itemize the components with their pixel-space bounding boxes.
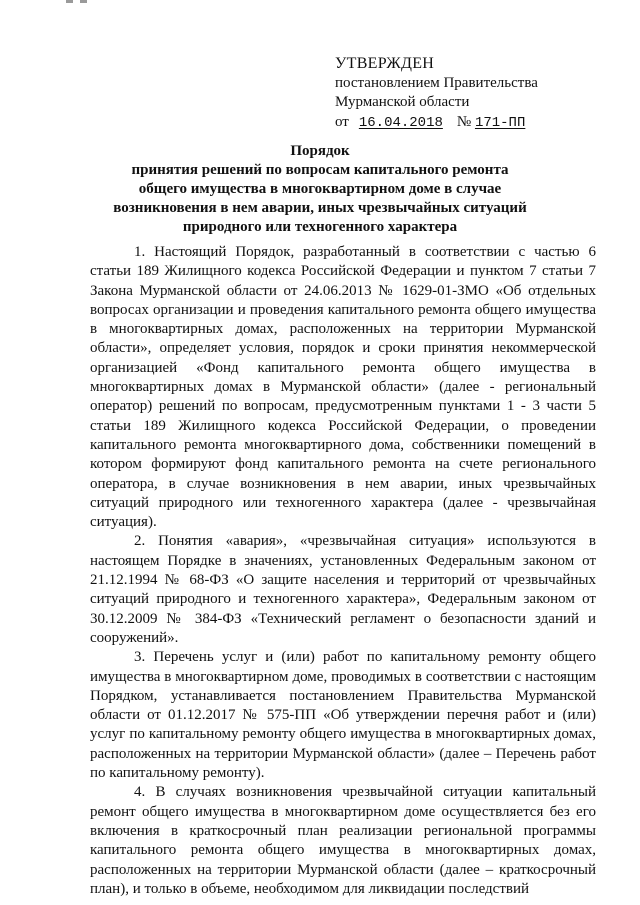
date-prefix: от [335,113,349,130]
paragraph-2: 2. Понятия «авария», «чрезвычайная ситуация» используются в настоящем Порядке в значениях, установленных Федеральным законом от 21.12.1994 № 68-ФЗ «О защите населения и территорий от чрезвычайных ситуаций природного и техногенного характера», Федеральным законом от 30.12.2009 № 384-ФЗ «Технический регламент о безопасности зданий и сооружений». [90,533,596,646]
approval-stamp-block [335,54,625,133]
approval-line-1: постановлением Правительства [335,74,538,91]
title-line: возникновения в нем аварии, иных чрезвычайных ситуаций [113,200,527,216]
title-line: природного или техногенного характера [182,219,458,235]
title-line: принятия решений по вопросам капитального ремонта [131,162,509,178]
document-title [60,142,580,237]
scan-edge-mark [66,0,73,3]
approval-number: 171-ПП [474,114,526,131]
document-body [90,243,596,899]
paragraph-1: 1. Настоящий Порядок, разработанный в соответствии с частью 6 статьи 189 Жилищного кодекса Российской Федерации и пунктом 7 статьи 7 Закона Мурманской области от 24.06.2013 № 1629-01-ЗМО «Об отдельных вопросах организации и проведения капитального ремонта общего имущества в многоквартирных домах, расположенных на территории Мурманской области», определяет условия, порядок и сроки принятия некоммерческой организацией «Фонд капитального ремонта общего имущества в многоквартирных домах в Мурманской области» (далее - региональный оператор) решений по вопросам, предусмотренным пунктами 1 - 3 части 5 статьи 189 Жилищного кодекса Российской Федерации, о проведении капитального ремонта многоквартирного дома, собственники помещений в котором формируют фонд капитального ремонта на счете регионального оператора, в случае возникновения в нем аварии, иных чрезвычайных ситуаций природного или техногенного характера (далее - чрезвычайная ситуация). [90,244,596,531]
title-line: Порядок [290,143,350,159]
approval-heading: УТВЕРЖДЕН [335,55,435,72]
approval-date-number-line [335,113,625,134]
title-line: общего имущества в многоквартирном доме в случае [138,181,502,197]
approval-date: 16.04.2018 [358,114,443,131]
paragraph-4: 4. В случаях возникновения чрезвычайной ситуации капитальный ремонт общего имущества в многоквартирном доме осуществляется без его включения в краткосрочный план реализации региональной программы капитального ремонта общего имущества в многоквартирных домах, расположенных на территории Мурманской области (далее – краткосрочный план), и только в объеме, необходимом для ликвидации последствий [90,784,596,897]
scan-edge-mark [80,0,87,3]
approval-line-2: Мурманской области [335,94,470,110]
paragraph-3: 3. Перечень услуг и (или) работ по капитальному ремонту общего имущества в многоквартирном доме, проводимых в соответствии с настоящим Порядком, устанавливается постановлением Правительства Мурманской области от 01.12.2017 № 575-ПП «Об утверждении перечня работ и (или) услуг по капитальному ремонту общего имущества в многоквартирных домах, расположенных на территории Мурманской области» (далее – Перечень работ по капитальному ремонту). [90,649,596,782]
number-prefix: № [456,113,472,130]
